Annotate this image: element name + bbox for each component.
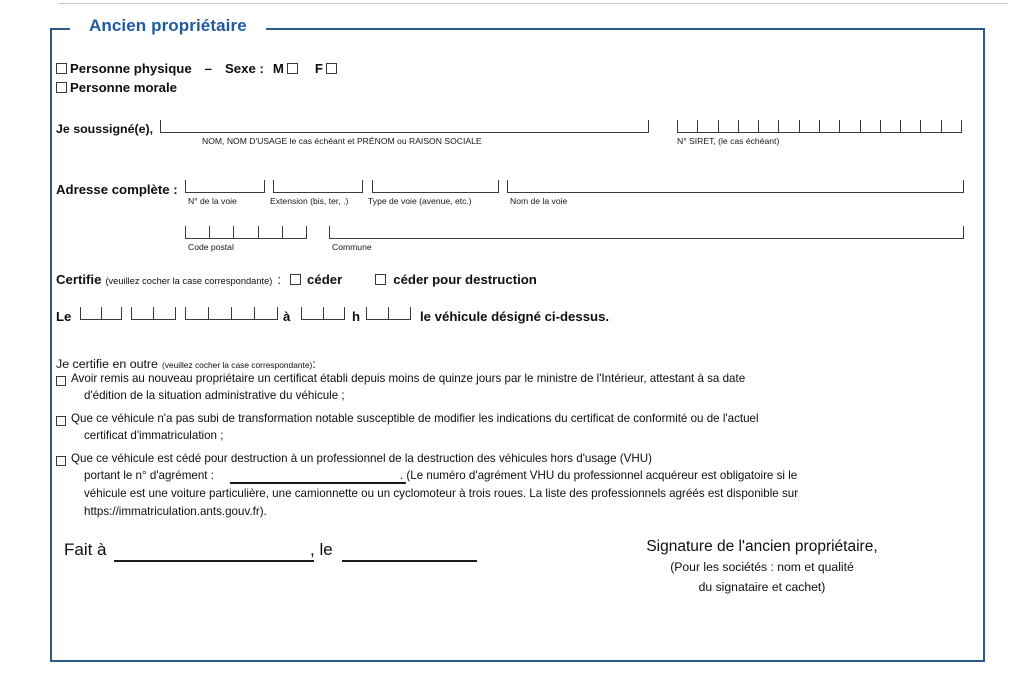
signature-note-line1: (Pour les sociétés : nom et qualité xyxy=(670,560,854,574)
checkbox-personne-morale[interactable] xyxy=(56,82,67,93)
street-type-caption: Type de voie (avenue, etc.) xyxy=(368,196,472,206)
date-minute-field[interactable] xyxy=(366,307,411,320)
ancien-proprietaire-fieldset xyxy=(50,16,985,662)
certifie-label: Certifie xyxy=(56,272,102,287)
fait-a-le-label: , le xyxy=(310,540,333,559)
certifie-colon: : xyxy=(277,272,282,287)
certifie-row xyxy=(56,271,537,289)
date-month-field[interactable] xyxy=(131,307,176,320)
checkbox-ceder[interactable] xyxy=(290,274,301,285)
agrement-number-input[interactable] xyxy=(230,482,406,484)
date-le-label: Le xyxy=(56,309,72,324)
postal-code-caption: Code postal xyxy=(188,242,234,252)
date-hour-field[interactable] xyxy=(301,307,345,320)
moreover-item-1-line2: d'édition de la situation administrative du véhicule ; xyxy=(84,389,345,402)
person-physical-row xyxy=(56,60,337,78)
date-day-field[interactable] xyxy=(80,307,122,320)
undersigned-name-field[interactable] xyxy=(160,120,649,133)
certifie-hint: (veuillez cocher la case correspondante) xyxy=(105,276,273,286)
checkbox-moreover-1[interactable] xyxy=(56,376,66,386)
sex-female-label: F xyxy=(314,61,323,76)
moreover-item-3-line4: https://immatriculation.ants.gouv.fr). xyxy=(84,505,267,518)
undersigned-label: Je soussigné(e), xyxy=(56,122,154,136)
street-number-caption: N° de la voie xyxy=(188,196,237,206)
agrement-suffix-label: . (Le numéro d'agrément VHU du professionnel acquéreur est obligatoire si le xyxy=(399,469,798,482)
moreover-item-3-line3: véhicule est une voiture particulière, une camionnette ou un cyclomoteur à trois roues. La liste des professionnels agréés est disponible sur xyxy=(84,487,799,500)
checkbox-ceder-pour-destruction[interactable] xyxy=(375,274,386,285)
street-number-field[interactable] xyxy=(185,180,265,193)
street-extension-caption: Extension (bis, ter, .) xyxy=(270,196,349,206)
fait-a-place-input[interactable] xyxy=(114,560,314,562)
street-extension-field[interactable] xyxy=(273,180,363,193)
siret-caption: N° SIRET, (le cas échéant) xyxy=(677,136,780,146)
sex-male-label: M xyxy=(272,61,284,76)
signature-area[interactable] xyxy=(592,605,932,665)
undersigned-name-caption: NOM, NOM D'USAGE le cas échéant et PRÉNOM ou RAISON SOCIALE xyxy=(202,136,482,146)
fait-a-label: Fait à xyxy=(64,540,107,559)
signature-title: Signature de l'ancien propriétaire, xyxy=(646,538,878,555)
commune-field[interactable] xyxy=(329,226,964,239)
sex-label: Sexe : xyxy=(225,61,264,76)
agrement-prefix-label: portant le n° d'agrément : xyxy=(84,469,214,482)
checkbox-sex-female[interactable] xyxy=(326,63,337,74)
moreover-item-3-line1: Que ce véhicule est cédé pour destruction à un professionnel de la destruction des véhicules hors d'usage (VHU) xyxy=(71,452,652,465)
street-name-caption: Nom de la voie xyxy=(510,196,568,206)
checkbox-moreover-3[interactable] xyxy=(56,456,66,466)
person-physical-label: Personne physique xyxy=(70,61,192,76)
page-title: Ancien propriétaire xyxy=(82,16,254,36)
street-name-field[interactable] xyxy=(507,180,964,193)
postal-code-field[interactable] xyxy=(185,226,307,239)
checkbox-personne-physique[interactable] xyxy=(56,63,67,74)
checkbox-sex-male[interactable] xyxy=(287,63,298,74)
option-ceder-destruction-label: céder pour destruction xyxy=(393,272,537,287)
page-top-rule xyxy=(58,3,1008,4)
checkbox-moreover-2[interactable] xyxy=(56,416,66,426)
siret-field[interactable] xyxy=(677,120,962,133)
moreover-item-1-line1: Avoir remis au nouveau propriétaire un certificat établi depuis moins de quinze jours par le ministre de l'Intérieur, attestant à sa date xyxy=(71,372,746,385)
identity-dash: – xyxy=(204,61,212,76)
moreover-label: Je certifie en outre xyxy=(56,357,158,371)
option-ceder-label: céder xyxy=(307,272,343,287)
fait-a-date-input[interactable] xyxy=(342,560,477,562)
date-h-label: h xyxy=(352,309,361,324)
moreover-item-2-line1: Que ce véhicule n'a pas subi de transformation notable susceptible de modifier les indications du certificat de conformité ou de l'actuel xyxy=(71,412,759,425)
street-type-field[interactable] xyxy=(372,180,499,193)
date-tail-label: le véhicule désigné ci-dessus. xyxy=(420,309,610,324)
moreover-item-3-line2 xyxy=(84,468,797,485)
moreover-item-2-line2: certificat d'immatriculation ; xyxy=(84,429,224,442)
moreover-colon: : xyxy=(312,357,316,371)
date-year-field[interactable] xyxy=(185,307,278,320)
date-a-label: à xyxy=(283,309,291,324)
moreover-hint: (veuillez cocher la case correspondante) xyxy=(161,360,313,370)
person-moral-row xyxy=(56,79,177,97)
signature-note-line2: du signataire et cachet) xyxy=(698,580,826,594)
person-moral-label: Personne morale xyxy=(70,80,178,95)
address-label: Adresse complète : xyxy=(56,182,178,197)
commune-caption: Commune xyxy=(332,242,372,252)
